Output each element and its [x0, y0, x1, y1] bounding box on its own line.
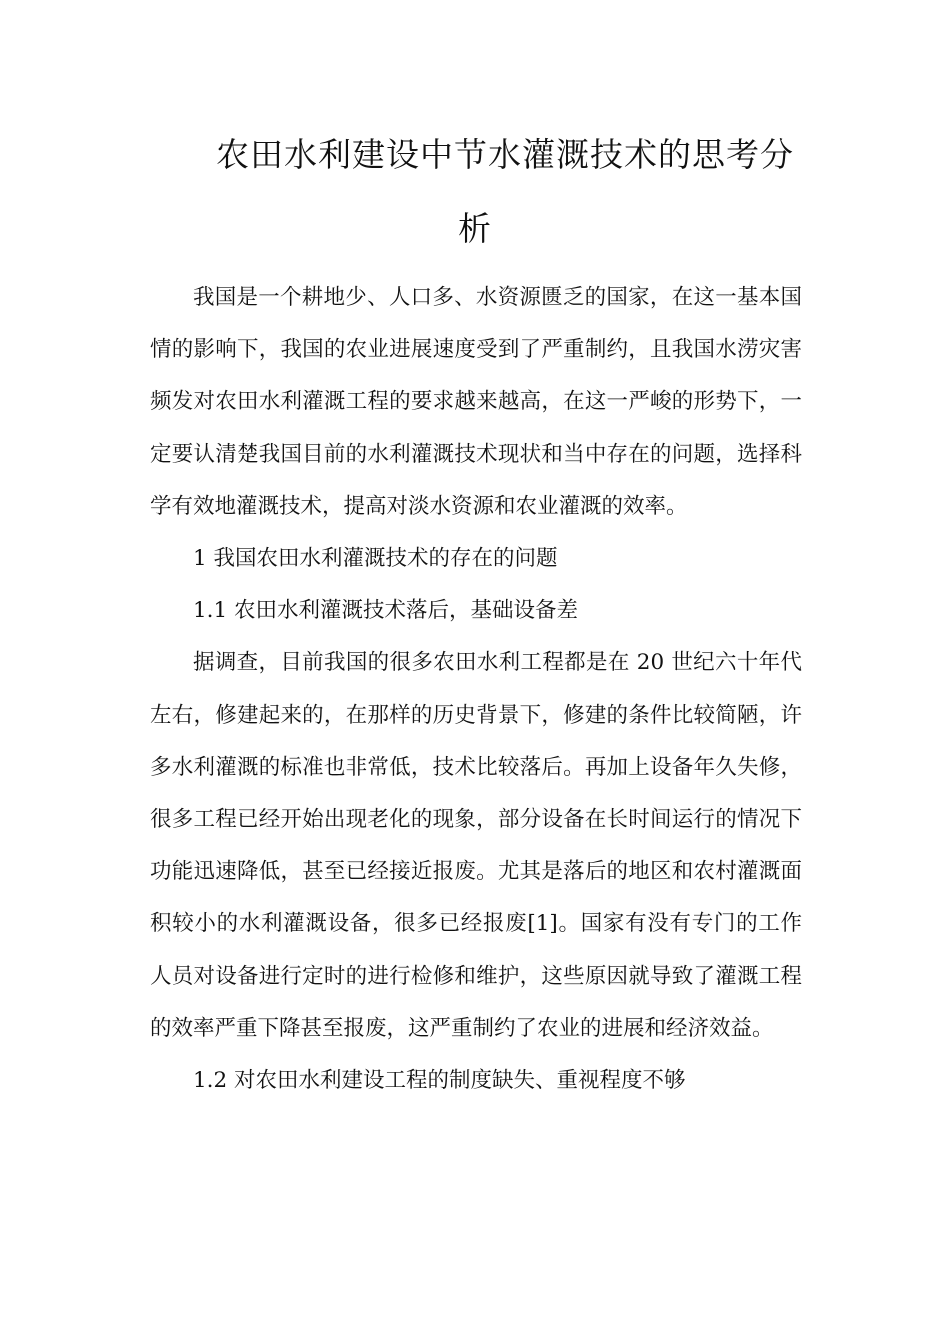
section-1-heading: 1 我国农田水利灌溉技术的存在的问题: [193, 546, 558, 572]
section-1-2-heading: 1.2 对农田水利建设工程的制度缺失、重视程度不够: [193, 1068, 686, 1094]
intro-paragraph: 我国是一个耕地少、人口多、水资源匮乏的国家，在这一基本国情的影响下，我国的农业进展速度受到了严重制约，且我国水涝灾害频发对农田水利灌溉工程的要求越来越高，在这一严峻的形势下，一定要认清楚我国目前的水利灌溉技术现状和当中存在的问题，选择科学有效地灌溉技术，提高对淡水资源和农业灌溉的效率。: [150, 285, 802, 519]
document-title: [150, 118, 800, 266]
title-line-1: 农田水利建设中节水灌溉技术的思考分: [216, 135, 794, 174]
title-line-2: 析: [458, 209, 492, 248]
section-1-1-paragraph: 据调查，目前我国的很多农田水利工程都是在 20 世纪六十年代左右，修建起来的，在那样的历史背景下，修建的条件比较简陋，许多水利灌溉的标准也非常低，技术比较落后。再加上设备年久失修，很多工程已经开始出现老化的现象，部分设备在长时间运行的情况下功能迅速降低，甚至已经接近报废。尤其是落后的地区和农村灌溉面积较小的水利灌溉设备，很多已经报废[1]。国家有没有专门的工作人员对设备进行定时的进行检修和维护，这些原因就导致了灌溉工程的效率严重下降甚至报废，这严重制约了农业的进展和经济效益。: [150, 650, 802, 1041]
section-1-1-heading: 1.1 农田水利灌溉技术落后，基础设备差: [193, 598, 579, 624]
document-body: [150, 272, 802, 1107]
